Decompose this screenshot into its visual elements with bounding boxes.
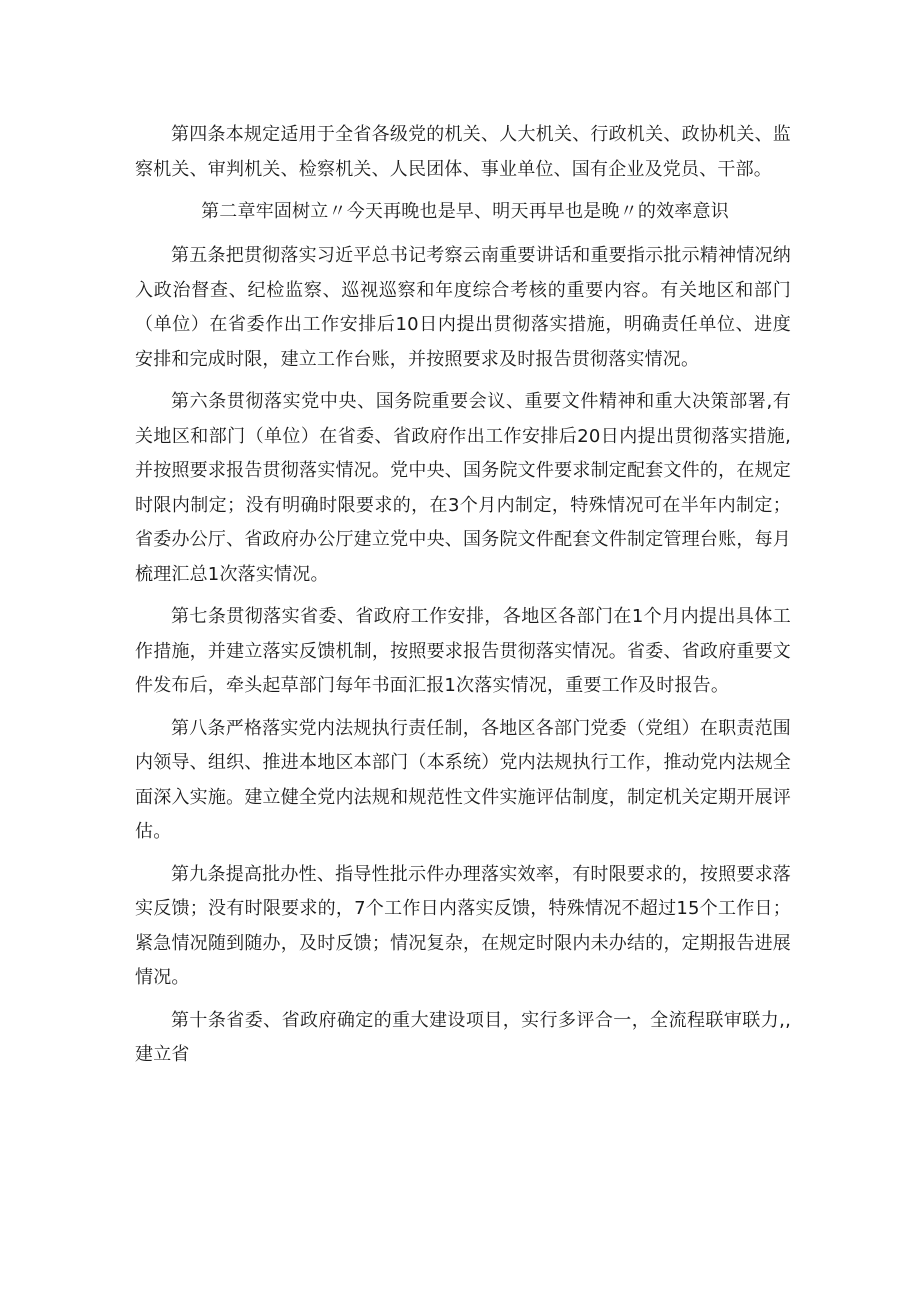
article-10-paragraph: 第十条省委、省政府确定的重大建设项目，实行多评合一，全流程联审联力,,建立省	[135, 1009, 791, 1065]
article-8-paragraph: 第八条严格落实党内法规执行责任制，各地区各部门党委（党组）在职责范围内领导、组织、推进本地区本部门（本系统）党内法规执行工作，推动党内法规全面深入实施。建立健全党内法规和规范性文件实施评估制度，制定机关定期开展评估。	[135, 717, 791, 842]
article-6-paragraph: 第六条贯彻落实党中央、国务院重要会议、重要文件精神和重大决策部署,有关地区和部门（单位）在省委、省政府作出工作安排后20日内提出贯彻落实措施,并按照要求报告贯彻落实情况。党中央、国务院文件要求制定配套文件的，在规定时限内制定；没有明确时限要求的，在3个月内制定，特殊情况可在半年内制定；省委办公厅、省政府办公厅建立党中央、国务院文件配套文件制定管理台账，每月梳理汇总1次落实情况。	[135, 391, 791, 585]
chapter-2-heading: 第二章牢固树立〃今天再晚也是早、明天再早也是晚〃的效率意识	[201, 201, 729, 222]
article-4-paragraph: 第四条本规定适用于全省各级党的机关、人大机关、行政机关、政协机关、监察机关、审判机关、检察机关、人民团体、事业单位、国有企业及党员、干部。	[135, 124, 791, 180]
article-7-paragraph: 第七条贯彻落实省委、省政府工作安排，各地区各部门在1个月内提出具体工作措施，并建立落实反馈机制，按照要求报告贯彻落实情况。省委、省政府重要文件发布后，牵头起草部门每年书面汇报1次落实情况，重要工作及时报告。	[135, 606, 791, 696]
article-5-paragraph: 第五条把贯彻落实习近平总书记考察云南重要讲话和重要指示批示精神情况纳入政治督查、纪检监察、巡视巡察和年度综合考核的重要内容。有关地区和部门（单位）在省委作出工作安排后10日内提出贯彻落实措施，明确责任单位、进度安排和完成时限，建立工作台账，并按照要求及时报告贯彻落实情况。	[135, 245, 791, 370]
document-page	[135, 118, 791, 1073]
article-9-paragraph: 第九条提高批办性、指导性批示件办理落实效率，有时限要求的，按照要求落实反馈；没有时限要求的，7个工作日内落实反馈，特殊情况不超过15个工作日；紧急情况随到随办，及时反馈；情况复杂，在规定时限内未办结的，定期报告进展情况。	[135, 863, 791, 988]
